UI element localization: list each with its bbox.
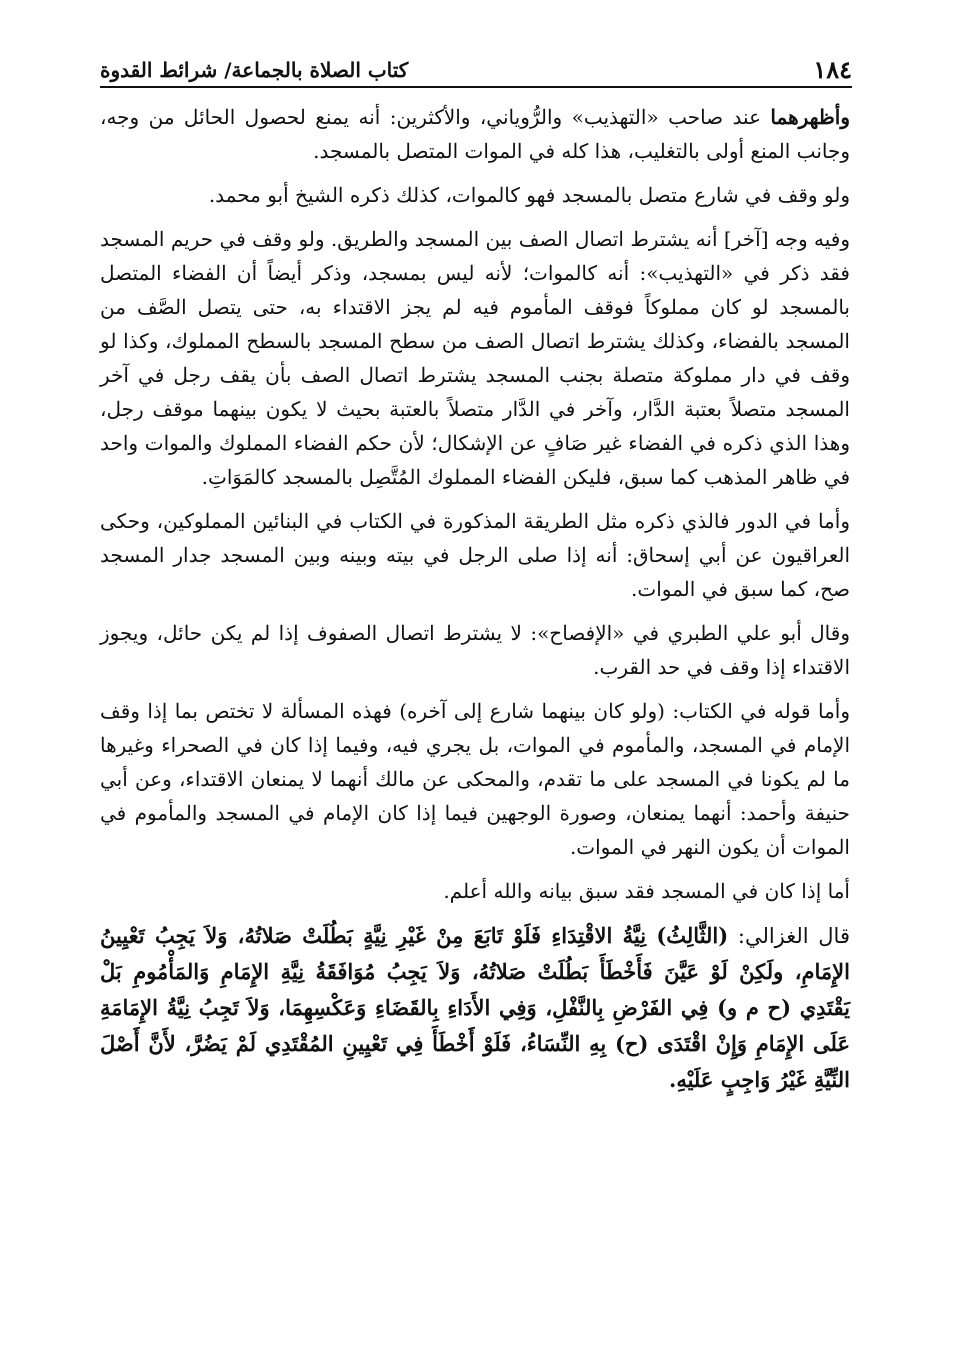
page-header	[100, 44, 852, 84]
paragraph: وقال أبو علي الطبري في «الإفصاح»: لا يشترط اتصال الصفوف إذا لم يكن حائل، ويجوز الاقتداء إذا وقف في حد القرب.	[100, 621, 850, 679]
paragraph	[100, 100, 850, 168]
paragraph: وفيه وجه [آخر] أنه يشترط اتصال الصف بين المسجد والطريق. ولو وقف في حريم المسجد فقد ذكر في «التهذيب»: أنه كالموات؛ لأنه ليس بمسجد، وذكر أيضاً أن الفضاء المتصل بالمسجد لو كان مملوكاً فوقف المأموم فيه لم يجز الاقتداء به، حتى يتصل الصَّف من المسجد بالفضاء، وكذلك يشترط اتصال الصف من سطح المسجد بالسطح المملوك، وكذا لو وقف في دار مملوكة متصلة بجنب المسجد يشترط اتصال الصف بأن يقف رجل في آخر المسجد متصلاً بعتبة الدَّار، وآخر في الدَّار متصلاً بالعتبة بحيث لا يكون بينهما موقف رجل، وهذا الذي ذكره في الفضاء غير صَافٍ عن الإشكال؛ لأن حكم الفضاء المملوك والموات واحد في ظاهر المذهب كما سبق، فليكن الفضاء المملوك المُتَّصِل بالمسجد كالمَوَاتِ.	[100, 227, 850, 489]
paragraph-lead: وأظهرهما	[770, 105, 850, 129]
paragraph: وأما في الدور فالذي ذكره مثل الطريقة المذكورة في الكتاب في البنائين المملوكين، وحكى العراقيون عن أبي إسحاق: أنه إذا صلى الرجل في بيته وبينه وبين المسجد جدار المسجد صح، كما سبق في الموات.	[100, 509, 850, 601]
paragraph: أما إذا كان في المسجد فقد سبق بيانه والله أعلم.	[443, 879, 850, 903]
paragraph-text: عند صاحب «التهذيب» والرُّوياني، والأكثرين: أنه يمنع لحصول الحائل من وجه، وجانب المنع أولى بالتغليب، هذا كله في الموات المتصل بالمسجد.	[100, 105, 850, 163]
ghazali-text: (الثَّالِثُ) نِيَّةُ الاقْتِدَاءِ فَلَوْ تَابَعَ مِنْ غَيْرِ نِيَّةٍ بَطُلَتْ صَلاتُهُ، وَلاَ يَجِبُ تَعْيِينُ الإِمَامِ، ولَكِنْ لَوْ عَيَّنَ فَأَخْطَأَ بَطُلَتْ صَلاتُهُ، وَلاَ يَجِبُ مُوَافَقَةُ نِيَّةِ الإِمَامِ وَالمَأْمُومِ بَلْ يَقْتَدِي (ح م و) فِي الفَرْضِ بِالنَّفْلِ، وَفِي الأَدَاءِ بِالقَضَاءِ وَعَكْسِهِمَا، وَلاَ تَجِبُ نِيَّةُ الإِمَامَةِ عَلَى الإِمَامِ وَإِنْ اقْتَدَى (ح) بِهِ النِّسَاءُ، فَلَوْ أَخْطَأَ فِي تَعْيِينِ المُقْتَدِي لَمْ يَضُرَّ، لأَنَّ أَصْلَ النِّيَّةِ غَيْرُ وَاجِبٍ عَلَيْهِ.	[100, 923, 850, 1092]
page-number: ١٨٤	[813, 55, 852, 84]
paragraph: وأما قوله في الكتاب: (ولو كان بينهما شارع إلى آخره) فهذه المسألة لا تختص بما إذا وقف الإمام في المسجد، والمأموم في الموات، بل يجري فيه، وفيما إذا كان في الصحراء وغيرها ما لم يكونا في المسجد على ما تقدم، والمحكى عن مالك أنهما لا يمنعان الاقتداء، وعن أبي حنيفة وأحمد: أنهما يمنعان، وصورة الوجهين فيما إذا كان الإمام في المسجد والمأموم في الموات أن يكون النهر في الموات.	[100, 699, 850, 859]
running-title: كتاب الصلاة بالجماعة/ شرائط القدوة	[100, 58, 409, 82]
ghazali-lead: قال الغزالي:	[728, 924, 850, 948]
ghazali-quote	[100, 918, 850, 1098]
paragraph: ولو وقف في شارع متصل بالمسجد فهو كالموات، كذلك ذكره الشيخ أبو محمد.	[208, 183, 850, 207]
header-divider	[100, 86, 852, 88]
page-body	[100, 100, 850, 1108]
